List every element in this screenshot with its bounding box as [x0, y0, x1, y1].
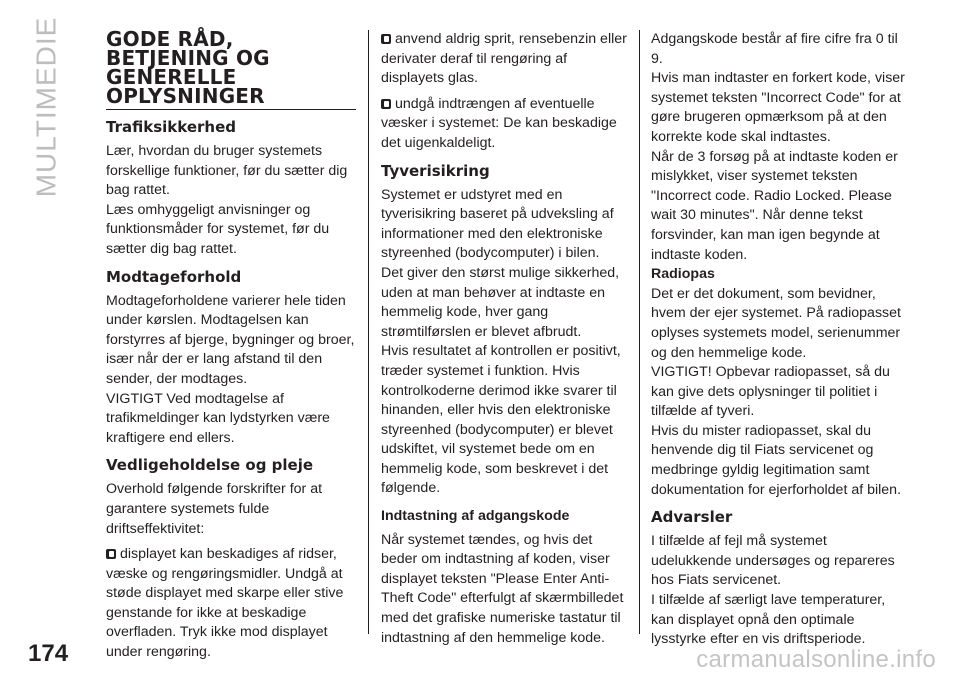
bullet-square-icon — [381, 34, 391, 44]
paragraph: Modtageforholdene varierer hele tiden under kørslen. Modtagelsen kan forstyrres af bjerge, bygninger og broer, især når der er lang afstand til den sender, der modtages. — [106, 292, 355, 387]
paragraph: Hvis resultatet af kontrollen er positivt, træder systemet i funktion. Hvis kontrolkoderne derimod ikke svarer til hinanden, eller hvis den elektroniske styreenhed (bodycomputer) er blevet udskiftet, vil systemet bede om en hemmelig kode, som beskrevet i det følgende. — [381, 343, 621, 497]
heading-modtageforhold: Modtageforhold — [106, 267, 242, 286]
paragraph: Hvis du mister radiopasset, skal du henvende dig til Fiats servicenet og medbringe gyldig legitimation samt dokumentation for ejerforholdet af bilen. — [651, 422, 902, 498]
paragraph: Det er det dokument, som bevidner, hvem der ejer systemet. På radiopasset oplyses systemets model, serienummer og den hemmelige kode. — [651, 285, 901, 361]
watermark: carmanualsonline.info — [696, 646, 936, 673]
bullet-square-icon — [381, 99, 391, 109]
heading-vedligeholdelse: Vedligeholdelse og pleje — [106, 456, 314, 475]
bullet-item — [381, 30, 632, 89]
paragraph: I tilfælde af særligt lave temperaturer, kan displayet opnå den optimale lysstyrke efter en vis driftsperiode. — [651, 592, 886, 648]
paragraph: Lær, hvordan du bruger systemets forskellige funktioner, før du sætter dig bag rattet. — [106, 143, 348, 199]
column-1 — [106, 27, 356, 669]
column-3 — [651, 30, 911, 650]
bullet-text: anvend aldrig sprit, rensebenzin eller derivater deraf til rengøring af displayets glas. — [381, 31, 627, 87]
paragraph: Når systemet tændes, og hvis det beder om indtastning af koden, viser displayet teksten "Please Enter Anti-Theft Code" efterfulgt af skærmbilledet med det grafiske numeriske tastatur til indtastning af den hemmelige kode. — [381, 531, 624, 646]
paragraph: Systemet er udstyret med en tyverisikring baseret på udveksling af informationer med den elektroniske styreenhed (bodycomputer) i bilen. — [381, 186, 614, 262]
bullet-item — [381, 95, 632, 154]
bullet-square-icon — [106, 549, 116, 559]
paragraph: Overhold følgende forskrifter for at garantere systemets fulde driftseffektivitet: — [106, 481, 323, 537]
chapter-side-label — [18, 16, 74, 198]
heading-tyverisikring: Tyverisikring — [381, 161, 490, 180]
paragraph: Når de 3 forsøg på at indtaste koden er mislykket, viser systemet teksten "Incorrect code. Radio Locked. Please wait 30 minutes". Når denne tekst forsvinder, kan man igen begynde at indtaste koden. — [651, 148, 898, 263]
paragraph: Hvis man indtaster en forkert kode, viser systemet teksten "Incorrect Code" for at gøre brugeren opmærksom på at den korrekte kode skal indtastes. — [651, 70, 905, 145]
paragraph: VIGTIGT Ved modtagelse af trafikmeldinger kan lydstyrken være kraftigere end ellers. — [106, 390, 330, 446]
paragraph: I tilfælde af fejl må systemet udelukkende undersøges og repareres hos Fiats servicenet. — [651, 533, 895, 589]
column-divider-1 — [368, 30, 369, 634]
column-2 — [381, 30, 632, 648]
page-number: 174 — [28, 640, 69, 667]
chapter-side-label-text: MULTIMEDIE — [30, 16, 62, 198]
heading-trafiksikkerhed: Trafiksikkerhed — [106, 118, 236, 136]
heading-indtastning: Indtastning af adgangskode — [381, 508, 570, 525]
paragraph: VIGTIGT! Opbevar radiopasset, så du kan give dets oplysninger til politiet i tilfælde af tyveri. — [651, 364, 890, 420]
section-title-line: BETJENING OG — [106, 46, 270, 70]
column-divider-2 — [639, 30, 640, 634]
section-title-line: OPLYSNINGER — [106, 84, 265, 108]
section-title-line: GODE RÅD, — [106, 27, 234, 51]
section-title — [106, 27, 356, 110]
paragraph: Det giver den størst mulige sikkerhed, uden at man behøver at indtaste en hemmelig kode, hver gang strømtilførslen er blevet afbrudt. — [381, 264, 620, 340]
section-title-line: GENERELLE — [106, 65, 237, 89]
paragraph: Læs omhyggeligt anvisninger og funktionsmåder for systemet, før du sætter dig bag rattet. — [106, 201, 330, 257]
heading-radiopas: Radiopas — [651, 266, 715, 283]
heading-advarsler: Advarsler — [651, 508, 733, 527]
paragraph: Adgangskode består af fire cifre fra 0 til 9. — [651, 31, 898, 67]
bullet-item — [106, 545, 356, 663]
bullet-text: undgå indtrængen af eventuelle væsker i systemet: De kan beskadige det uigenkaldeligt. — [381, 95, 617, 151]
bullet-text: displayet kan beskadiges af ridser, væske og rengøringsmidler. Undgå at støde displayet med skarpe eller stive genstande for ikke at beskadige overfladen. Tryk ikke mod displayet under rengøring. — [106, 546, 344, 661]
